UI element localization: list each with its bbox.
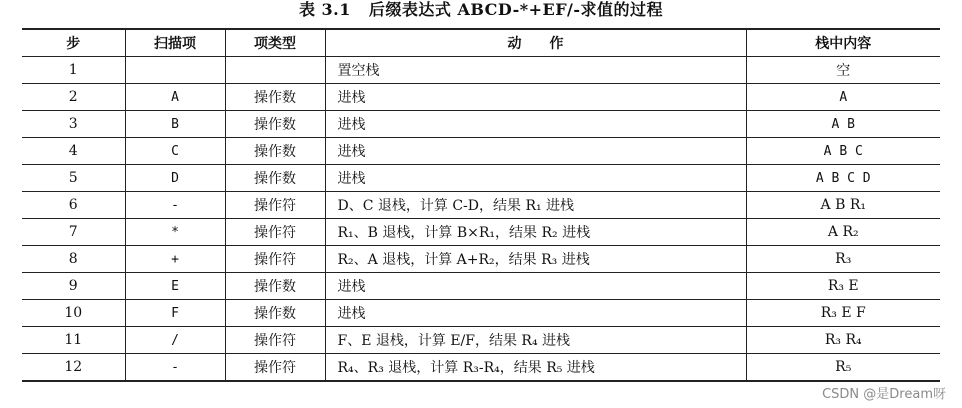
- step-cell: 4: [22, 138, 125, 165]
- step-cell: 3: [22, 111, 125, 138]
- action-cell: 进栈: [325, 111, 746, 138]
- stack-cell: R₃ R₄: [746, 327, 940, 354]
- step-cell: 9: [22, 273, 125, 300]
- item-type-cell: 操作数: [225, 111, 325, 138]
- step-cell: 11: [22, 327, 125, 354]
- table-row: [22, 192, 940, 219]
- step-cell: 6: [22, 192, 125, 219]
- stack-cell: A B C D: [746, 165, 940, 192]
- action-cell: R₂、A 退栈，计算 A+R₂，结果 R₃ 进栈: [325, 246, 746, 273]
- table-row: [22, 273, 940, 300]
- action-cell: R₁、B 退栈，计算 B×R₁，结果 R₂ 进栈: [325, 219, 746, 246]
- step-cell: 10: [22, 300, 125, 327]
- step-cell: 7: [22, 219, 125, 246]
- stack-cell: A B: [746, 111, 940, 138]
- table-number: 表 3.1: [298, 0, 351, 19]
- scan-item-cell: E: [125, 273, 225, 300]
- action-cell: R₄、R₃ 退栈，计算 R₃-R₄，结果 R₅ 进栈: [325, 354, 746, 382]
- item-type-cell: 操作数: [225, 300, 325, 327]
- step-cell: 8: [22, 246, 125, 273]
- table-row: [22, 84, 940, 111]
- header-stack-content: 栈中内容: [746, 29, 940, 57]
- stack-cell: R₃ E F: [746, 300, 940, 327]
- stack-cell: A R₂: [746, 219, 940, 246]
- item-type-cell: 操作数: [225, 84, 325, 111]
- table-caption: [0, 0, 962, 20]
- header-row: [22, 29, 940, 57]
- header-action: 动 作: [325, 29, 746, 57]
- action-cell: 进栈: [325, 300, 746, 327]
- stack-cell: A: [746, 84, 940, 111]
- header-scan-item: 扫描项: [125, 29, 225, 57]
- table-row: [22, 57, 940, 84]
- table-title: 后缀表达式 ABCD-*+EF/-求值的过程: [368, 0, 664, 19]
- scan-item-cell: C: [125, 138, 225, 165]
- scan-item-cell: +: [125, 246, 225, 273]
- item-type-cell: 操作符: [225, 192, 325, 219]
- scan-item-cell: *: [125, 219, 225, 246]
- evaluation-table: [22, 28, 940, 382]
- scan-item-cell: B: [125, 111, 225, 138]
- item-type-cell: 操作符: [225, 327, 325, 354]
- item-type-cell: 操作符: [225, 354, 325, 382]
- scan-item-cell: -: [125, 192, 225, 219]
- table-row: [22, 300, 940, 327]
- action-cell: 进栈: [325, 273, 746, 300]
- scan-item-cell: F: [125, 300, 225, 327]
- stack-cell: A B C: [746, 138, 940, 165]
- scan-item-cell: A: [125, 84, 225, 111]
- step-cell: 12: [22, 354, 125, 382]
- table-row: [22, 246, 940, 273]
- stack-cell: R₃ E: [746, 273, 940, 300]
- item-type-cell: [225, 57, 325, 84]
- stack-cell: R₃: [746, 246, 940, 273]
- stack-cell: R₅: [746, 354, 940, 382]
- stack-cell: 空: [746, 57, 940, 84]
- stack-cell: A B R₁: [746, 192, 940, 219]
- item-type-cell: 操作数: [225, 273, 325, 300]
- action-cell: D、C 退栈，计算 C-D，结果 R₁ 进栈: [325, 192, 746, 219]
- item-type-cell: 操作符: [225, 246, 325, 273]
- table-row: [22, 138, 940, 165]
- table-row: [22, 165, 940, 192]
- step-cell: 1: [22, 57, 125, 84]
- action-cell: 进栈: [325, 165, 746, 192]
- table-row: [22, 327, 940, 354]
- scan-item-cell: [125, 57, 225, 84]
- action-cell: 置空栈: [325, 57, 746, 84]
- scan-item-cell: /: [125, 327, 225, 354]
- action-cell: 进栈: [325, 138, 746, 165]
- scan-item-cell: D: [125, 165, 225, 192]
- table-row: [22, 354, 940, 382]
- item-type-cell: 操作数: [225, 165, 325, 192]
- step-cell: 5: [22, 165, 125, 192]
- action-cell: 进栈: [325, 84, 746, 111]
- watermark: CSDN @是Dream呀: [820, 383, 948, 402]
- item-type-cell: 操作数: [225, 138, 325, 165]
- scan-item-cell: -: [125, 354, 225, 382]
- header-step: 步: [22, 29, 125, 57]
- step-cell: 2: [22, 84, 125, 111]
- header-item-type: 项类型: [225, 29, 325, 57]
- action-cell: F、E 退栈，计算 E/F，结果 R₄ 进栈: [325, 327, 746, 354]
- table-row: [22, 219, 940, 246]
- item-type-cell: 操作符: [225, 219, 325, 246]
- table-row: [22, 111, 940, 138]
